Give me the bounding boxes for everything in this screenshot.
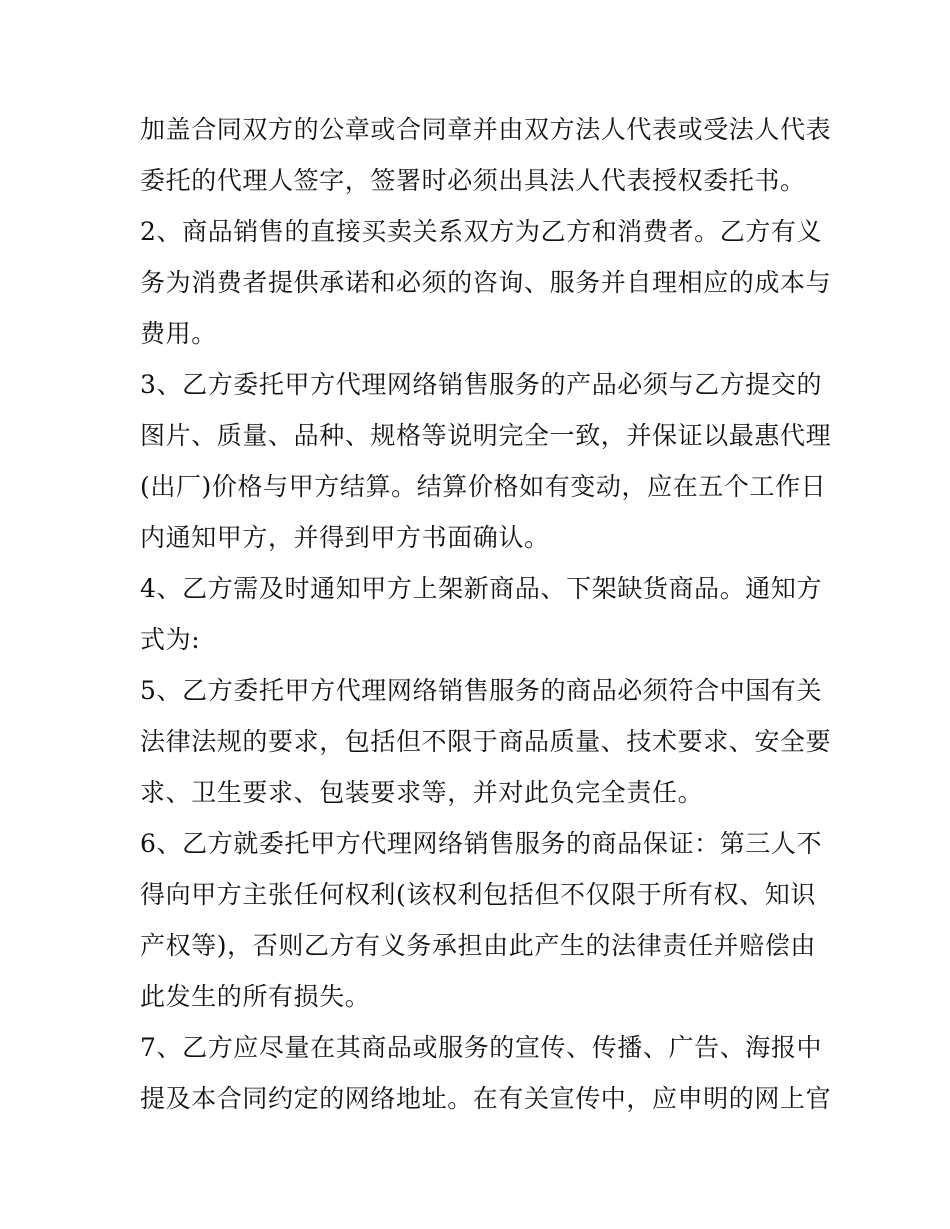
- text-line: 委托的代理人签字，签署时必须出具法人代表授权委托书。: [140, 166, 806, 195]
- text-line: 5、乙方委托甲方代理网络销售服务的商品必须符合中国有关: [140, 676, 823, 705]
- text-line: 法律法规的要求，包括但不限于商品质量、技术要求、安全要: [140, 727, 832, 756]
- text-line: 产权等)，否则乙方有义务承担由此产生的法律责任并赔偿由: [140, 931, 816, 960]
- text-line: 7、乙方应尽量在其商品或服务的宣传、传播、广告、海报中: [140, 1033, 823, 1062]
- text-line: 得向甲方主张任何权利(该权利包括但不仅限于所有权、知识: [140, 880, 816, 909]
- text-line: 式为:: [140, 625, 201, 654]
- text-line: 务为消费者提供承诺和必须的咨询、服务并自理相应的成本与: [140, 268, 832, 297]
- document-body: [140, 104, 832, 1124]
- text-line: 内通知甲方，并得到甲方书面确认。: [140, 523, 550, 552]
- text-line: 求、卫生要求、包装要求等，并对此负完全责任。: [140, 778, 704, 807]
- text-line: 4、乙方需及时通知甲方上架新商品、下架缺货商品。通知方: [140, 574, 823, 603]
- text-line: 加盖合同双方的公章或合同章并由双方法人代表或受法人代表: [140, 115, 832, 144]
- text-line: 此发生的所有损失。: [140, 982, 371, 1011]
- text-line: 费用。: [140, 319, 217, 348]
- text-line: 3、乙方委托甲方代理网络销售服务的产品必须与乙方提交的: [140, 370, 823, 399]
- text-line: 提及本合同约定的网络地址。在有关宣传中，应申明的网上官: [140, 1084, 832, 1113]
- text-line: 2、商品销售的直接买卖关系双方为乙方和消费者。乙方有义: [140, 217, 823, 246]
- text-line: 6、乙方就委托甲方代理网络销售服务的商品保证：第三人不: [140, 829, 823, 858]
- text-line: (出厂)价格与甲方结算。结算价格如有变动，应在五个工作日: [140, 472, 827, 501]
- text-line: 图片、质量、品种、规格等说明完全一致，并保证以最惠代理: [140, 421, 832, 450]
